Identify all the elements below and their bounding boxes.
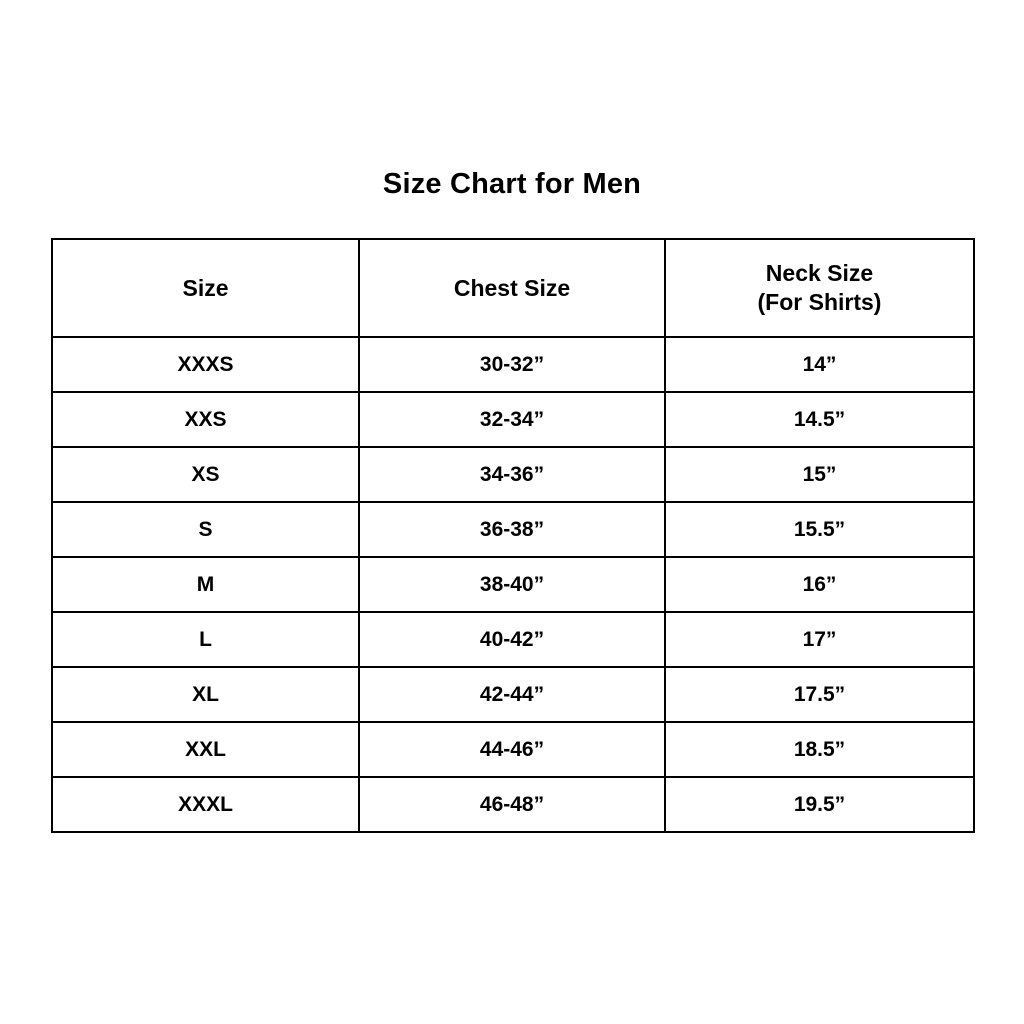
cell-neck: 17” [665, 612, 974, 667]
cell-neck: 18.5” [665, 722, 974, 777]
page-title: Size Chart for Men [382, 168, 642, 200]
column-header-neck-size-label: Neck Size [765, 260, 874, 287]
cell-size: XS [52, 447, 359, 502]
cell-size: XL [52, 667, 359, 722]
column-header-chest-size-label: Chest Size [453, 274, 571, 301]
column-header-size-label: Size [182, 274, 229, 301]
table-row [52, 612, 974, 667]
cell-chest: 38-40” [359, 557, 665, 612]
table-row [52, 722, 974, 777]
cell-size: M [52, 557, 359, 612]
cell-neck: 17.5” [665, 667, 974, 722]
cell-size: XXS [52, 392, 359, 447]
cell-neck: 15.5” [665, 502, 974, 557]
size-chart-table [51, 238, 975, 833]
cell-neck: 15” [665, 447, 974, 502]
cell-size: XXXL [52, 777, 359, 832]
cell-chest: 40-42” [359, 612, 665, 667]
column-header-chest-size [359, 239, 665, 337]
cell-chest: 32-34” [359, 392, 665, 447]
table-row [52, 392, 974, 447]
cell-size: L [52, 612, 359, 667]
table-row [52, 337, 974, 392]
cell-neck: 19.5” [665, 777, 974, 832]
column-header-neck-size-sublabel: (For Shirts) [757, 289, 882, 315]
cell-neck: 14.5” [665, 392, 974, 447]
table-row [52, 447, 974, 502]
table-header [52, 239, 974, 337]
cell-chest: 42-44” [359, 667, 665, 722]
column-header-neck-size [665, 239, 974, 337]
cell-chest: 34-36” [359, 447, 665, 502]
table-row [52, 667, 974, 722]
cell-chest: 30-32” [359, 337, 665, 392]
cell-neck: 14” [665, 337, 974, 392]
table-header-row [52, 239, 974, 337]
cell-chest: 36-38” [359, 502, 665, 557]
table-row [52, 502, 974, 557]
column-header-size [52, 239, 359, 337]
cell-neck: 16” [665, 557, 974, 612]
table-body [52, 337, 974, 832]
table-row [52, 557, 974, 612]
cell-chest: 44-46” [359, 722, 665, 777]
cell-size: XXXS [52, 337, 359, 392]
cell-size: S [52, 502, 359, 557]
cell-chest: 46-48” [359, 777, 665, 832]
table-row [52, 777, 974, 832]
cell-size: XXL [52, 722, 359, 777]
